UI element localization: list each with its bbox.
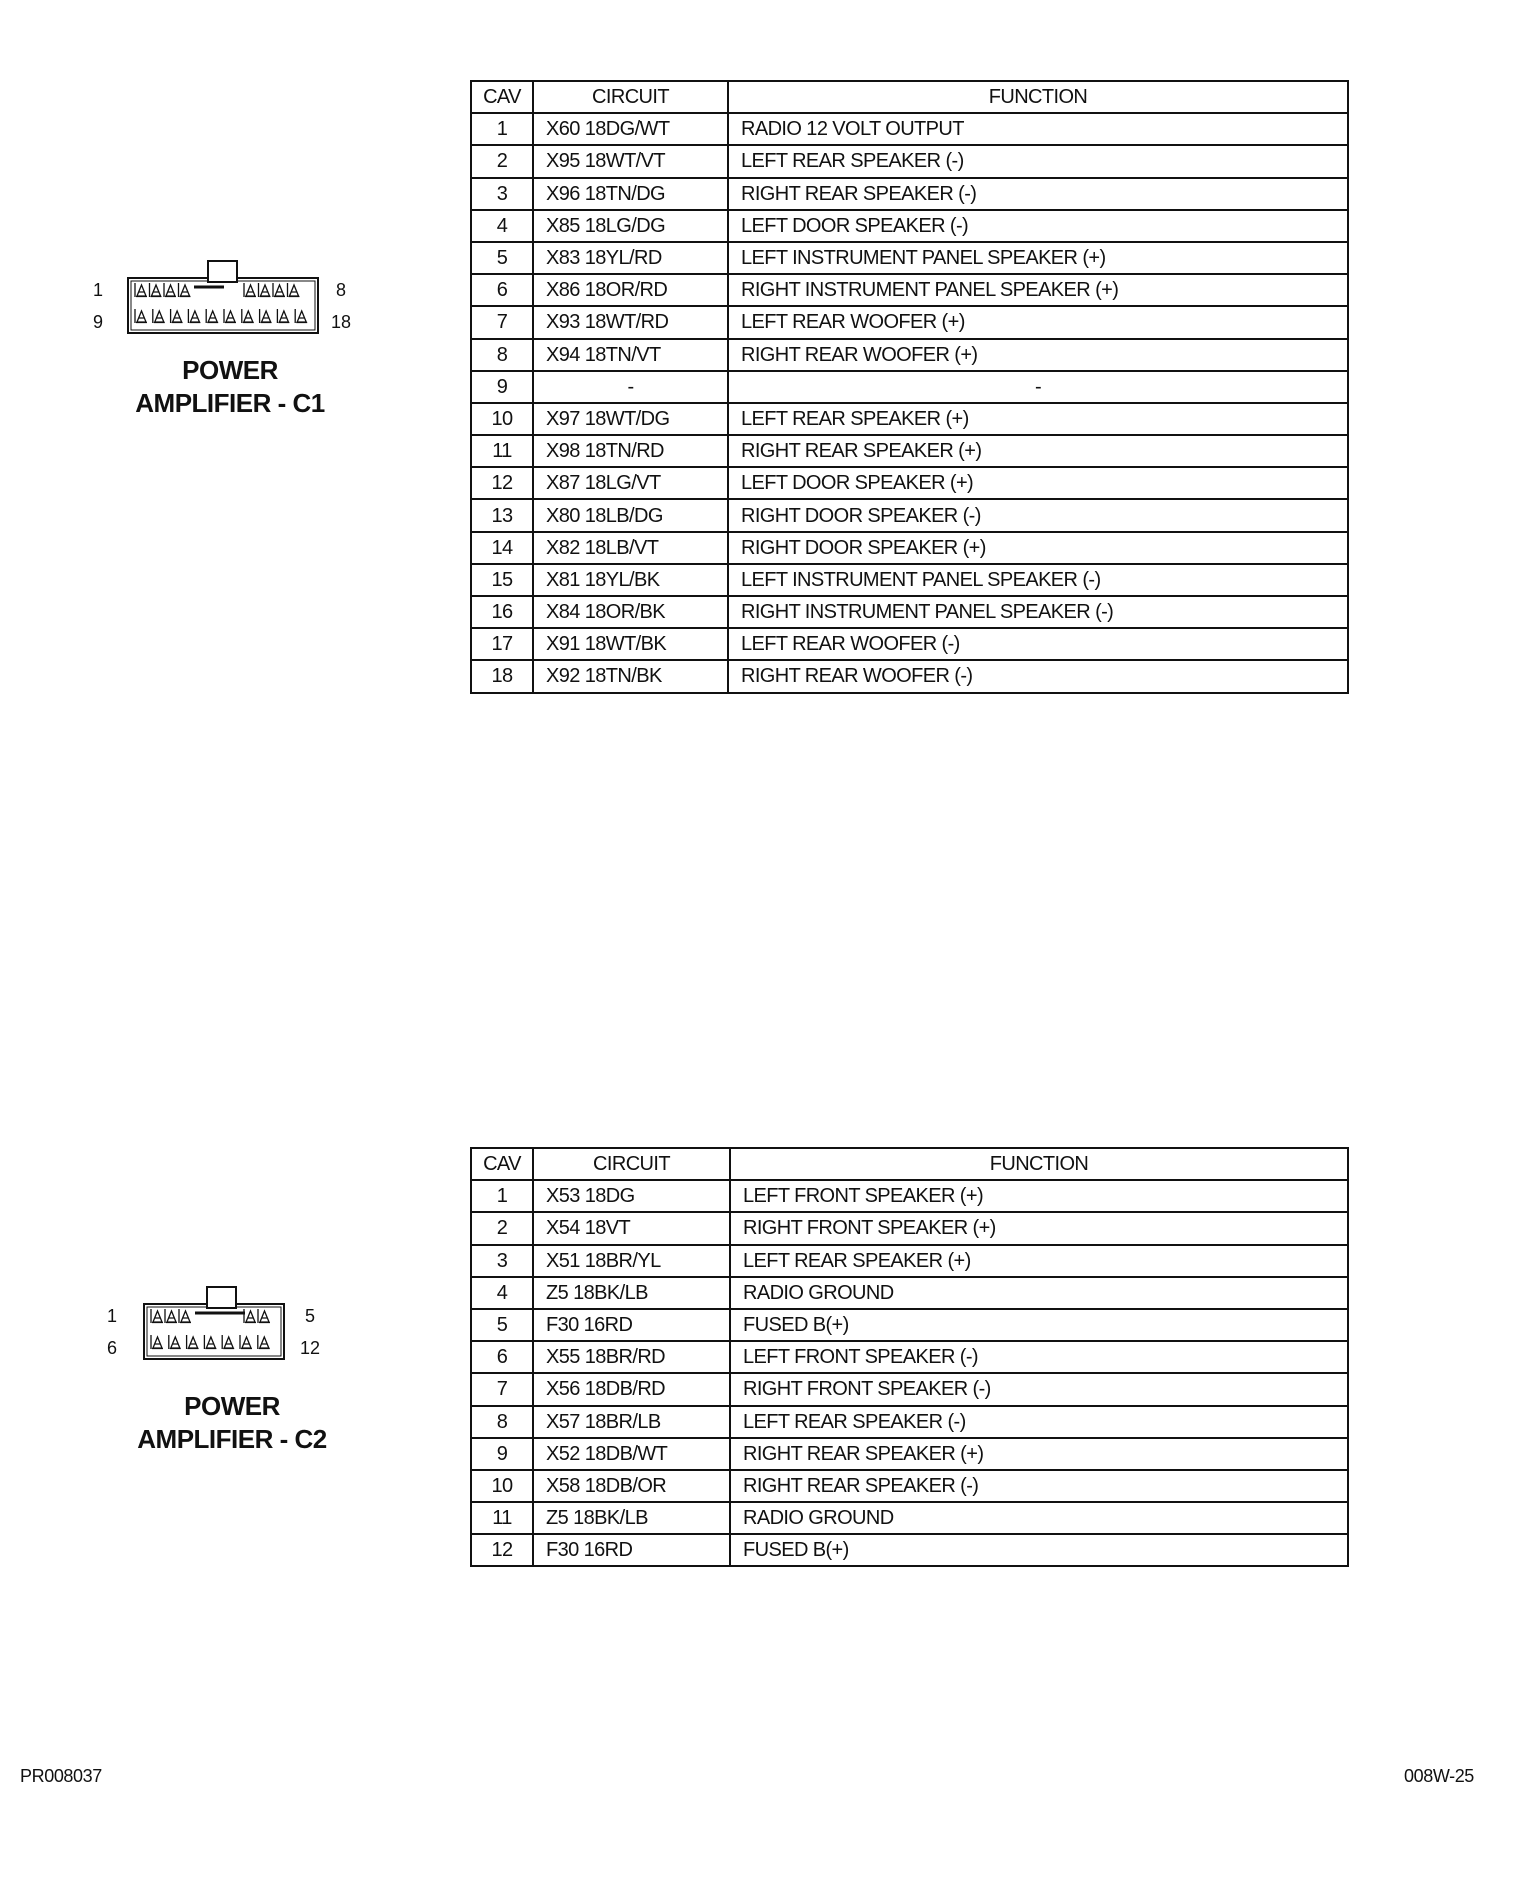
c2-terminal-icon: [151, 1309, 163, 1323]
c2-table-row: [471, 1470, 1348, 1502]
c1-cav-cell: 6: [471, 274, 533, 306]
c1-function-cell: RIGHT REAR SPEAKER (-): [728, 178, 1348, 210]
c2-table-row: [471, 1277, 1348, 1309]
c2-circuit-cell: X53 18DG: [533, 1180, 730, 1212]
c1-terminal-icon: [171, 309, 183, 323]
c2-circuit-cell: X55 18BR/RD: [533, 1341, 730, 1373]
c2-pinout-table: [470, 1147, 1349, 1567]
c1-pin-label-bottom-left: 9: [93, 312, 104, 332]
c1-connector-face-icon: [124, 258, 324, 338]
c2-cav-cell: 2: [471, 1212, 533, 1244]
c1-terminal-icon: [164, 283, 176, 297]
c2-circuit-cell: X57 18BR/LB: [533, 1406, 730, 1438]
c1-table-row: [471, 339, 1348, 371]
c1-table-row: [471, 371, 1348, 403]
c1-cav-cell: 11: [471, 435, 533, 467]
c2-terminal-icon: [169, 1335, 181, 1349]
c2-bottom-pin-row: [151, 1335, 270, 1349]
c2-terminal-icon: [204, 1335, 216, 1349]
c1-table-row: [471, 628, 1348, 660]
c1-function-cell: RIGHT DOOR SPEAKER (-): [728, 499, 1348, 531]
c1-function-cell: RADIO 12 VOLT OUTPUT: [728, 113, 1348, 145]
c1-terminal-icon: [135, 309, 147, 323]
c1-connector-title: [110, 354, 350, 420]
c2-cav-cell: 8: [471, 1406, 533, 1438]
c2-header-circuit: CIRCUIT: [533, 1148, 730, 1180]
c2-cav-cell: 7: [471, 1373, 533, 1405]
c1-cav-cell: 8: [471, 339, 533, 371]
c1-table-row: [471, 242, 1348, 274]
c2-cav-cell: 11: [471, 1502, 533, 1534]
c1-function-cell: LEFT DOOR SPEAKER (-): [728, 210, 1348, 242]
c1-cav-cell: 15: [471, 564, 533, 596]
c2-function-cell: LEFT REAR SPEAKER (-): [730, 1406, 1348, 1438]
c2-cav-cell: 9: [471, 1438, 533, 1470]
c1-cav-cell: 14: [471, 532, 533, 564]
c1-table-row: [471, 499, 1348, 531]
c2-pin-label-bottom-right: 12: [300, 1338, 321, 1358]
c1-table-row: [471, 178, 1348, 210]
c2-table-row: [471, 1212, 1348, 1244]
c1-title-line-1: POWER: [182, 355, 278, 385]
c1-table-row: [471, 403, 1348, 435]
c1-table-row: [471, 467, 1348, 499]
c2-table-header-row: [471, 1148, 1348, 1180]
c2-function-cell: LEFT FRONT SPEAKER (-): [730, 1341, 1348, 1373]
c2-table-row: [471, 1341, 1348, 1373]
c2-function-cell: FUSED B(+): [730, 1534, 1348, 1566]
c2-circuit-cell: X52 18DB/WT: [533, 1438, 730, 1470]
c2-function-cell: FUSED B(+): [730, 1309, 1348, 1341]
c1-circuit-cell: X91 18WT/BK: [533, 628, 728, 660]
c2-table-row: [471, 1502, 1348, 1534]
c1-table-row: [471, 532, 1348, 564]
c2-table-row: [471, 1406, 1348, 1438]
c1-pin-label-top-left: 1: [93, 280, 104, 300]
c1-cav-cell: 2: [471, 145, 533, 177]
c2-cav-cell: 3: [471, 1245, 533, 1277]
c2-terminal-icon: [187, 1335, 199, 1349]
c2-terminal-icon: [258, 1309, 270, 1323]
c2-terminal-icon: [244, 1309, 256, 1323]
c1-circuit-cell: X81 18YL/BK: [533, 564, 728, 596]
c1-circuit-cell: X85 18LG/DG: [533, 210, 728, 242]
c1-table-row: [471, 113, 1348, 145]
c2-terminal-icon: [258, 1335, 270, 1349]
c2-function-cell: RIGHT REAR SPEAKER (+): [730, 1438, 1348, 1470]
c1-cav-cell: 3: [471, 178, 533, 210]
c1-cav-cell: 7: [471, 306, 533, 338]
c1-function-cell: RIGHT INSTRUMENT PANEL SPEAKER (+): [728, 274, 1348, 306]
c2-circuit-cell: F30 16RD: [533, 1309, 730, 1341]
c1-terminal-icon: [224, 309, 236, 323]
c1-circuit-cell: X86 18OR/RD: [533, 274, 728, 306]
c1-terminal-icon: [273, 283, 285, 297]
c1-function-cell: RIGHT INSTRUMENT PANEL SPEAKER (-): [728, 596, 1348, 628]
c1-function-cell: RIGHT DOOR SPEAKER (+): [728, 532, 1348, 564]
c2-function-cell: LEFT REAR SPEAKER (+): [730, 1245, 1348, 1277]
c1-table-row: [471, 660, 1348, 692]
c2-terminal-icon: [222, 1335, 234, 1349]
c1-function-cell: LEFT DOOR SPEAKER (+): [728, 467, 1348, 499]
c1-cav-cell: 10: [471, 403, 533, 435]
c1-terminal-icon: [288, 283, 300, 297]
c2-terminal-icon: [240, 1335, 252, 1349]
c1-circuit-cell: X80 18LB/DG: [533, 499, 728, 531]
c1-circuit-cell: -: [533, 371, 728, 403]
footer-page-code: 008W-25: [1404, 1766, 1474, 1786]
c1-terminal-icon: [206, 309, 218, 323]
c1-function-cell: RIGHT REAR WOOFER (+): [728, 339, 1348, 371]
c2-connector-face-icon: [140, 1284, 290, 1364]
c2-top-pin-row: [151, 1309, 270, 1323]
c2-function-cell: RADIO GROUND: [730, 1277, 1348, 1309]
c2-table-row: [471, 1309, 1348, 1341]
c1-function-cell: LEFT INSTRUMENT PANEL SPEAKER (+): [728, 242, 1348, 274]
c2-title-line-1: POWER: [184, 1391, 280, 1421]
c1-circuit-cell: X94 18TN/VT: [533, 339, 728, 371]
c1-circuit-cell: X98 18TN/RD: [533, 435, 728, 467]
c1-title-line-2: AMPLIFIER - C1: [135, 388, 325, 418]
c1-table-header-row: [471, 81, 1348, 113]
c2-function-cell: RIGHT FRONT SPEAKER (-): [730, 1373, 1348, 1405]
c1-header-function: FUNCTION: [728, 81, 1348, 113]
c2-table-row: [471, 1180, 1348, 1212]
c1-pinout-table: [470, 80, 1349, 694]
c1-header-circuit: CIRCUIT: [533, 81, 728, 113]
c1-terminal-icon: [259, 283, 271, 297]
c2-circuit-cell: Z5 18BK/LB: [533, 1277, 730, 1309]
c1-cav-cell: 9: [471, 371, 533, 403]
c2-terminal-icon: [179, 1309, 191, 1323]
c1-function-cell: LEFT REAR WOOFER (-): [728, 628, 1348, 660]
c1-pin-label-top-right: 8: [336, 280, 347, 300]
c1-terminal-icon: [242, 309, 254, 323]
c2-circuit-cell: F30 16RD: [533, 1534, 730, 1566]
footer-document-id: PR008037: [20, 1766, 102, 1786]
c2-table-row: [471, 1534, 1348, 1566]
c2-header-function: FUNCTION: [730, 1148, 1348, 1180]
c1-function-cell: LEFT REAR WOOFER (+): [728, 306, 1348, 338]
c2-table-row: [471, 1373, 1348, 1405]
c1-bottom-pin-row: [135, 309, 307, 323]
c2-cav-cell: 5: [471, 1309, 533, 1341]
c2-cav-cell: 12: [471, 1534, 533, 1566]
c1-table-row: [471, 210, 1348, 242]
c1-circuit-cell: X97 18WT/DG: [533, 403, 728, 435]
c1-table-row: [471, 274, 1348, 306]
c2-circuit-cell: Z5 18BK/LB: [533, 1502, 730, 1534]
c1-top-pin-row: [135, 283, 300, 297]
c2-pin-label-top-left: 1: [107, 1306, 118, 1326]
c1-circuit-cell: X87 18LG/VT: [533, 467, 728, 499]
c2-pin-label-top-right: 5: [305, 1306, 316, 1326]
c1-cav-cell: 1: [471, 113, 533, 145]
c1-cav-cell: 13: [471, 499, 533, 531]
c2-function-cell: RIGHT REAR SPEAKER (-): [730, 1470, 1348, 1502]
c1-table-row: [471, 596, 1348, 628]
c1-terminal-icon: [150, 283, 162, 297]
c2-function-cell: RIGHT FRONT SPEAKER (+): [730, 1212, 1348, 1244]
c2-circuit-cell: X56 18DB/RD: [533, 1373, 730, 1405]
c1-terminal-icon: [277, 309, 289, 323]
c2-circuit-cell: X51 18BR/YL: [533, 1245, 730, 1277]
c1-cav-cell: 12: [471, 467, 533, 499]
c1-terminal-icon: [188, 309, 200, 323]
c2-table-row: [471, 1438, 1348, 1470]
c2-circuit-cell: X58 18DB/OR: [533, 1470, 730, 1502]
c1-circuit-cell: X92 18TN/BK: [533, 660, 728, 692]
c1-cav-cell: 4: [471, 210, 533, 242]
c1-pin-label-bottom-right: 18: [331, 312, 352, 332]
c1-circuit-cell: X93 18WT/RD: [533, 306, 728, 338]
c1-circuit-cell: X95 18WT/VT: [533, 145, 728, 177]
c1-terminal-icon: [244, 283, 256, 297]
c2-header-cav: CAV: [471, 1148, 533, 1180]
c1-terminal-icon: [179, 283, 191, 297]
c1-circuit-cell: X96 18TN/DG: [533, 178, 728, 210]
c1-circuit-cell: X60 18DG/WT: [533, 113, 728, 145]
c1-cav-cell: 17: [471, 628, 533, 660]
c1-function-cell: LEFT REAR SPEAKER (-): [728, 145, 1348, 177]
c1-terminal-icon: [135, 283, 147, 297]
c2-terminal-icon: [165, 1309, 177, 1323]
c1-cav-cell: 16: [471, 596, 533, 628]
c1-table-row: [471, 564, 1348, 596]
c1-circuit-cell: X82 18LB/VT: [533, 532, 728, 564]
c1-table-row: [471, 145, 1348, 177]
c1-header-cav: CAV: [471, 81, 533, 113]
c1-terminal-icon: [153, 309, 165, 323]
c1-function-cell: LEFT INSTRUMENT PANEL SPEAKER (-): [728, 564, 1348, 596]
c2-function-cell: LEFT FRONT SPEAKER (+): [730, 1180, 1348, 1212]
c1-function-cell: -: [728, 371, 1348, 403]
c1-circuit-cell: X84 18OR/BK: [533, 596, 728, 628]
c2-cav-cell: 4: [471, 1277, 533, 1309]
c1-function-cell: LEFT REAR SPEAKER (+): [728, 403, 1348, 435]
c2-connector-title: [112, 1390, 352, 1456]
c1-function-cell: RIGHT REAR WOOFER (-): [728, 660, 1348, 692]
c2-function-cell: RADIO GROUND: [730, 1502, 1348, 1534]
c2-title-line-2: AMPLIFIER - C2: [137, 1424, 327, 1454]
c1-function-cell: RIGHT REAR SPEAKER (+): [728, 435, 1348, 467]
c1-cav-cell: 18: [471, 660, 533, 692]
c2-cav-cell: 6: [471, 1341, 533, 1373]
c1-terminal-icon: [295, 309, 307, 323]
c1-cav-cell: 5: [471, 242, 533, 274]
c2-cav-cell: 10: [471, 1470, 533, 1502]
c2-cav-cell: 1: [471, 1180, 533, 1212]
c2-circuit-cell: X54 18VT: [533, 1212, 730, 1244]
c1-table-row: [471, 306, 1348, 338]
c2-table-row: [471, 1245, 1348, 1277]
c2-terminal-icon: [151, 1335, 163, 1349]
c1-table-row: [471, 435, 1348, 467]
c1-terminal-icon: [260, 309, 272, 323]
c1-circuit-cell: X83 18YL/RD: [533, 242, 728, 274]
c2-pin-label-bottom-left: 6: [107, 1338, 118, 1358]
